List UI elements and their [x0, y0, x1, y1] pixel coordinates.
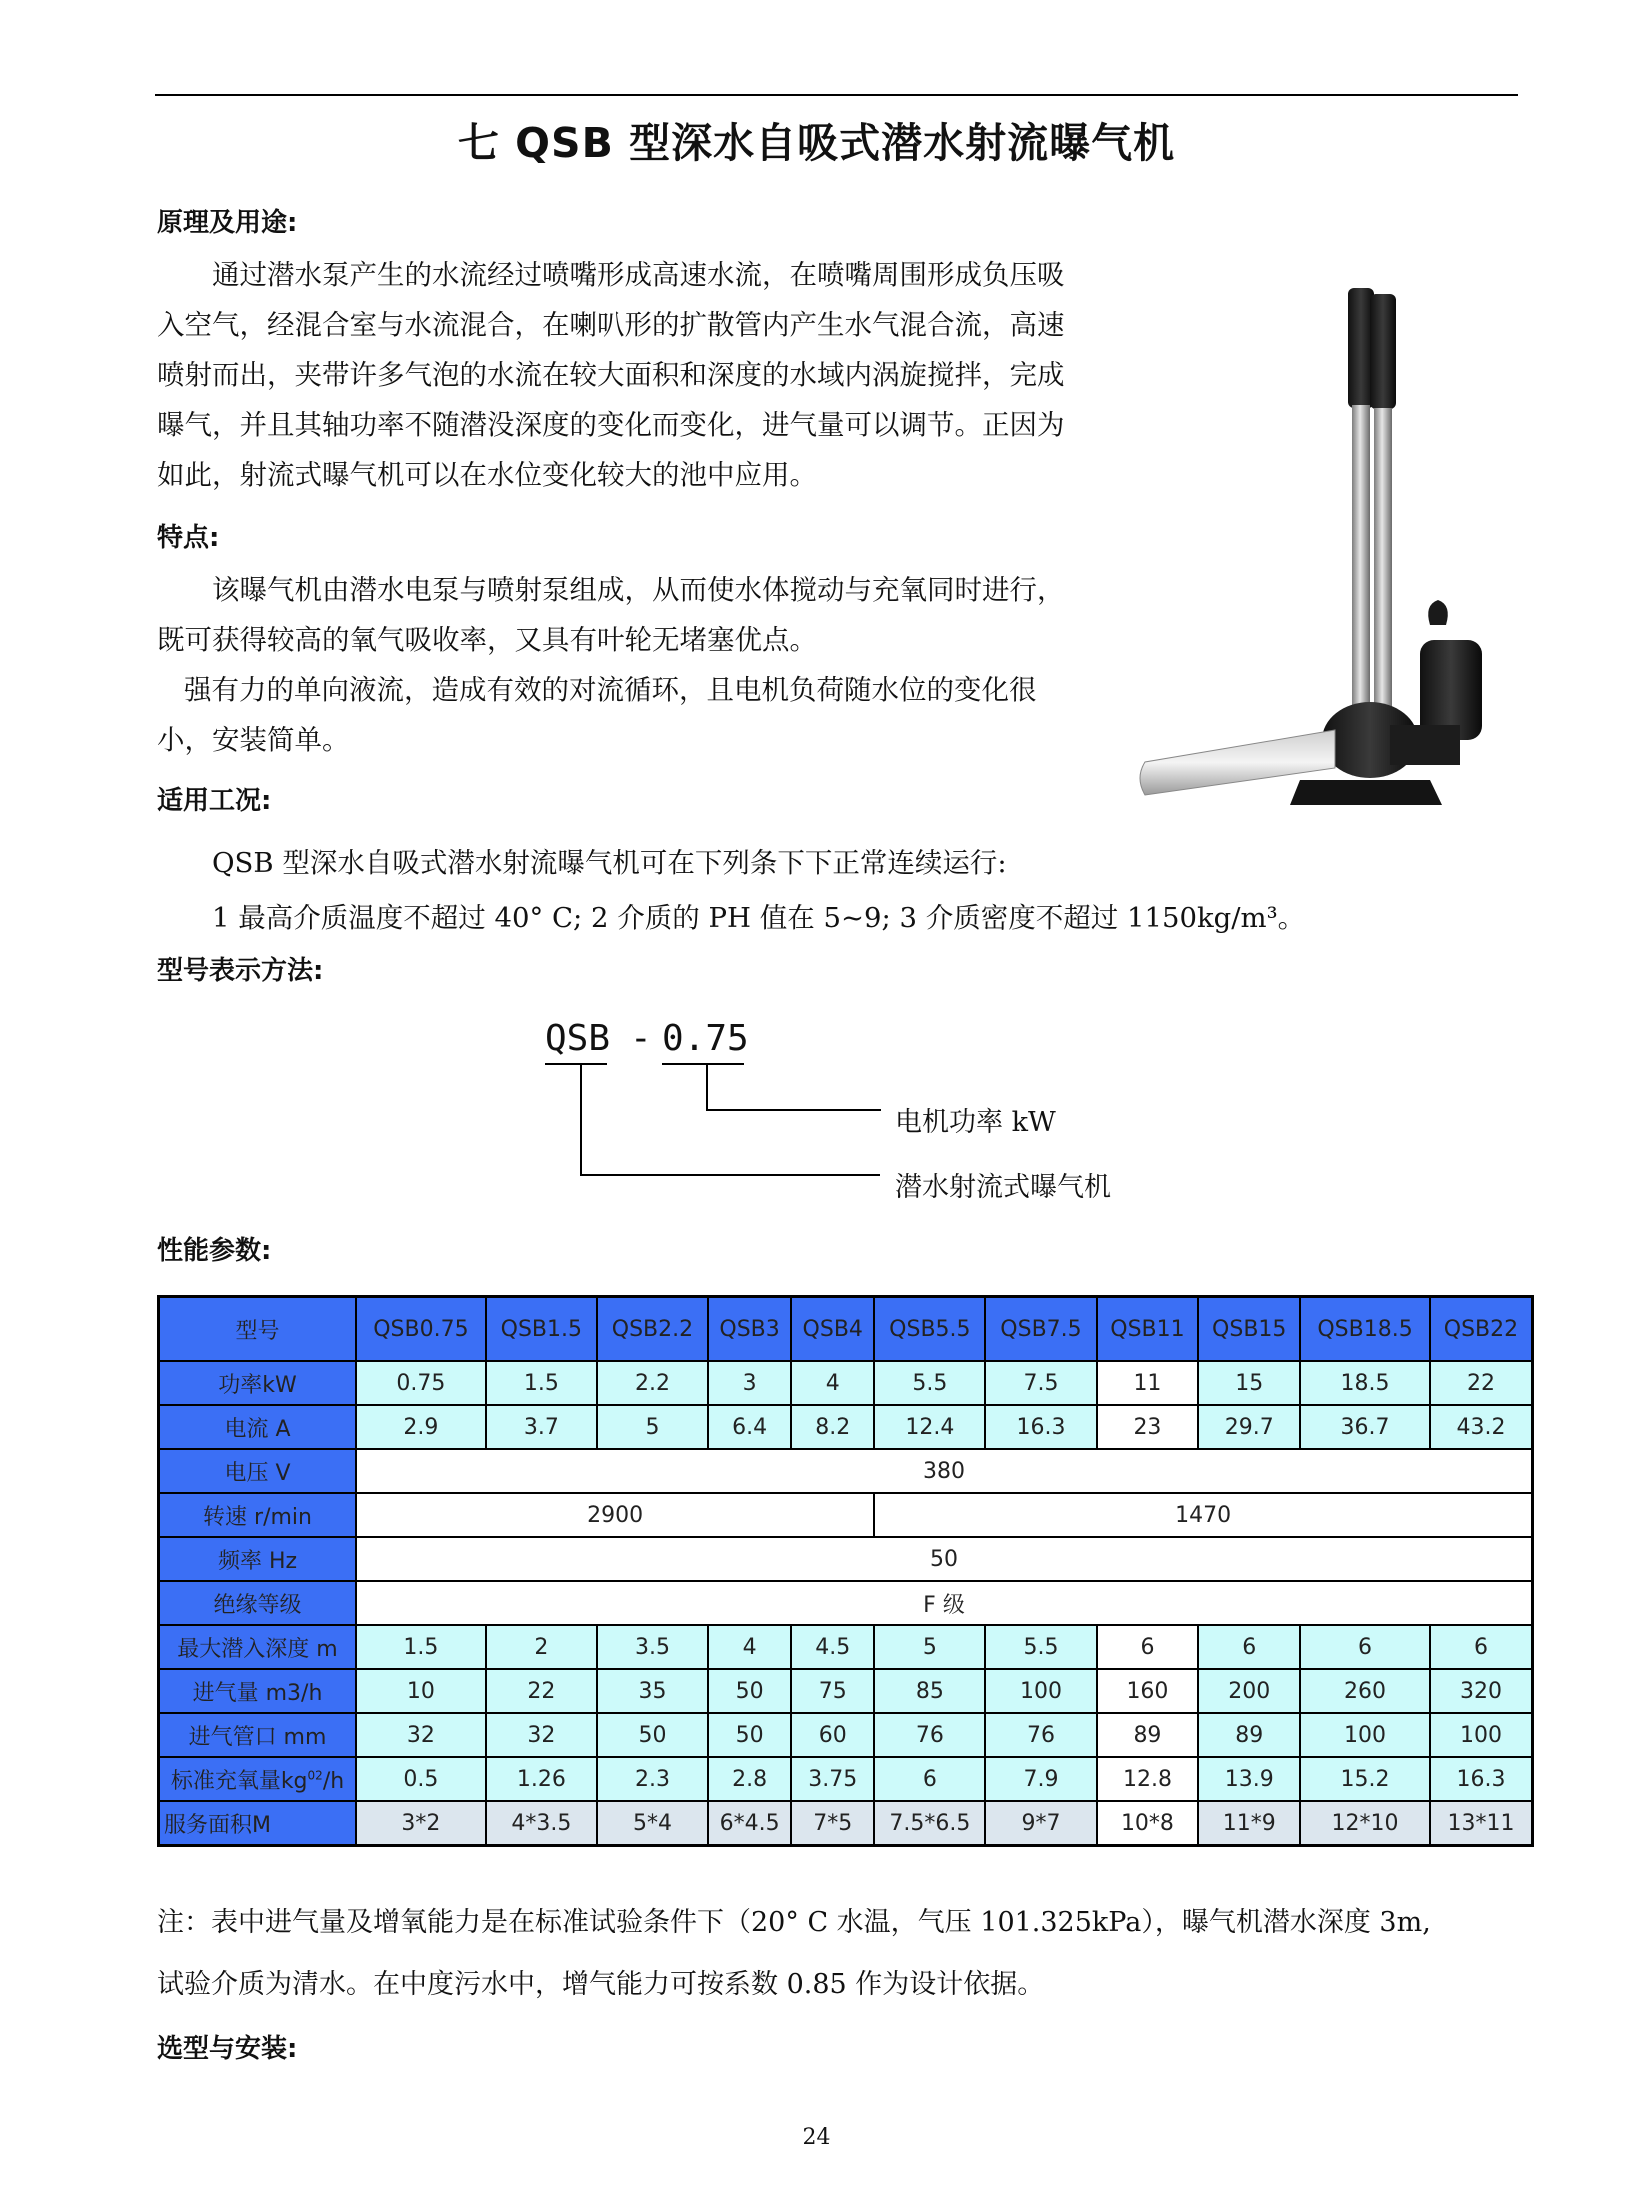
cell-voltage: 380 [356, 1449, 1533, 1493]
cell-power: 3 [708, 1361, 791, 1405]
power-leader-horizontal [706, 1109, 881, 1111]
cell-air-volume: 50 [708, 1669, 791, 1713]
cell-area: 4*3.5 [486, 1801, 597, 1846]
cell-model: QSB0.75 [356, 1297, 486, 1362]
features-paragraph-2 [157, 665, 1087, 765]
cell-power: 0.75 [356, 1361, 486, 1405]
row-area [159, 1801, 1533, 1846]
cell-current: 23 [1097, 1405, 1199, 1449]
oxygen-label-sup: 02 [307, 1768, 323, 1783]
base-frame [1290, 780, 1442, 805]
cell-depth: 5 [874, 1625, 985, 1669]
cell-air-inlet: 89 [1097, 1713, 1199, 1757]
performance-table [157, 1295, 1534, 1847]
cell-depth: 6 [1300, 1625, 1430, 1669]
row-oxygen [159, 1757, 1533, 1801]
page-title: 七 QSB 型深水自吸式潜水射流曝气机 [457, 119, 1176, 167]
cell-power: 22 [1430, 1361, 1533, 1405]
model-dash: - [630, 1018, 652, 1059]
pump-housing [1390, 725, 1460, 765]
cell-air-inlet: 76 [985, 1713, 1096, 1757]
conditions-line-2: 1 最高介质温度不超过 40° C; 2 介质的 PH 值在 5~9; 3 介质密度不超过 1150kg/m³。 [212, 902, 1306, 934]
row-depth [159, 1625, 1533, 1669]
prefix-underline [545, 1063, 607, 1065]
cell-label: 绝缘等级 [159, 1581, 357, 1625]
cell-area: 7*5 [791, 1801, 874, 1846]
cell-area: 11*9 [1198, 1801, 1300, 1846]
cell-area: 12*10 [1300, 1801, 1430, 1846]
cell-current: 5 [597, 1405, 708, 1449]
cell-air-volume: 75 [791, 1669, 874, 1713]
cell-area: 3*2 [356, 1801, 486, 1846]
cell-label: 服务面积M [159, 1801, 357, 1846]
row-speed [159, 1493, 1533, 1537]
cell-label: 频率 Hz [159, 1537, 357, 1581]
cell-depth: 2 [486, 1625, 597, 1669]
label-type: 潜水射流式曝气机 [895, 1172, 1111, 1203]
heading-model: 型号表示方法: [157, 956, 324, 986]
cell-model: QSB15 [1198, 1297, 1300, 1362]
cell-air-inlet: 50 [597, 1713, 708, 1757]
cell-speed-high: 1470 [874, 1493, 1532, 1537]
note-line-2: 试验介质为清水。在中度污水中，增气能力可按系数 0.85 作为设计依据。 [157, 1969, 1045, 2000]
cell-label: 电压 V [159, 1449, 357, 1493]
cell-speed-low: 2900 [356, 1493, 874, 1537]
cell-depth: 3.5 [597, 1625, 708, 1669]
cell-oxygen: 6 [874, 1757, 985, 1801]
cell-area: 5*4 [597, 1801, 708, 1846]
label-motor-power: 电机功率 kW [895, 1107, 1056, 1138]
heading-conditions: 适用工况: [157, 786, 272, 816]
cell-label: 电流 A [159, 1405, 357, 1449]
cell-current: 3.7 [486, 1405, 597, 1449]
note-line-1: 注：表中进气量及增氧能力是在标准试验条件下（20° C 水温，气压 101.325kPa），曝气机潜水深度 3m, [157, 1907, 1431, 1938]
cell-oxygen: 2.8 [708, 1757, 791, 1801]
cell-current: 8.2 [791, 1405, 874, 1449]
cell-power: 15 [1198, 1361, 1300, 1405]
cell-model: QSB11 [1097, 1297, 1199, 1362]
cell-power: 1.5 [486, 1361, 597, 1405]
heading-selection: 选型与安装: [157, 2034, 298, 2064]
heading-features: 特点: [157, 523, 220, 553]
cell-power: 18.5 [1300, 1361, 1430, 1405]
cell-oxygen: 16.3 [1430, 1757, 1533, 1801]
features-paragraph-1 [157, 565, 1087, 665]
row-power [159, 1361, 1533, 1405]
cable-gland [1428, 600, 1448, 625]
cell-air-inlet: 76 [874, 1713, 985, 1757]
cell-oxygen: 1.26 [486, 1757, 597, 1801]
cell-oxygen: 0.5 [356, 1757, 486, 1801]
air-pipe-1 [1352, 405, 1370, 705]
cell-area: 6*4.5 [708, 1801, 791, 1846]
cell-power: 2.2 [597, 1361, 708, 1405]
cell-air-inlet: 89 [1198, 1713, 1300, 1757]
heading-principle: 原理及用途: [157, 208, 298, 238]
type-leader-horizontal [580, 1174, 880, 1176]
cell-air-volume: 100 [985, 1669, 1096, 1713]
cell-air-volume: 200 [1198, 1669, 1300, 1713]
row-air-volume [159, 1669, 1533, 1713]
cell-area: 9*7 [985, 1801, 1096, 1846]
cell-oxygen: 3.75 [791, 1757, 874, 1801]
cell-air-volume: 85 [874, 1669, 985, 1713]
cell-label: 型号 [159, 1297, 357, 1362]
model-prefix: QSB [545, 1018, 611, 1059]
cell-air-volume: 320 [1430, 1669, 1533, 1713]
cell-model: QSB5.5 [874, 1297, 985, 1362]
cell-oxygen: 7.9 [985, 1757, 1096, 1801]
cell-air-volume: 35 [597, 1669, 708, 1713]
cell-area: 10*8 [1097, 1801, 1199, 1846]
cell-label: 最大潜入深度 m [159, 1625, 357, 1669]
cell-current: 36.7 [1300, 1405, 1430, 1449]
intake-tube-2 [1370, 294, 1396, 409]
cell-oxygen: 2.3 [597, 1757, 708, 1801]
cell-depth: 5.5 [985, 1625, 1096, 1669]
cell-model: QSB18.5 [1300, 1297, 1430, 1362]
cell-air-inlet: 32 [356, 1713, 486, 1757]
row-frequency [159, 1537, 1533, 1581]
cell-oxygen: 12.8 [1097, 1757, 1199, 1801]
cell-current: 12.4 [874, 1405, 985, 1449]
cell-depth: 4 [708, 1625, 791, 1669]
cell-depth: 6 [1097, 1625, 1199, 1669]
cell-area: 13*11 [1430, 1801, 1533, 1846]
cell-air-inlet: 50 [708, 1713, 791, 1757]
type-leader-vertical [580, 1065, 582, 1175]
cell-current: 43.2 [1430, 1405, 1533, 1449]
cell-insulation: F 级 [356, 1581, 1533, 1625]
features-text-1: 该曝气机由潜水电泵与喷射泵组成，从而使水体搅动与充氧同时进行，既可获得较高的氧气吸收率，又具有叶轮无堵塞优点。 [157, 574, 1065, 656]
cell-air-volume: 260 [1300, 1669, 1430, 1713]
cell-depth: 1.5 [356, 1625, 486, 1669]
cell-model: QSB3 [708, 1297, 791, 1362]
cell-frequency: 50 [356, 1537, 1533, 1581]
cell-current: 2.9 [356, 1405, 486, 1449]
principle-paragraph [157, 250, 1087, 500]
cell-label: 转速 r/min [159, 1493, 357, 1537]
cell-current: 16.3 [985, 1405, 1096, 1449]
heading-performance: 性能参数: [157, 1236, 272, 1266]
header-rule [155, 94, 1518, 96]
cell-label [159, 1757, 357, 1801]
cell-model: QSB7.5 [985, 1297, 1096, 1362]
cell-model: QSB2.2 [597, 1297, 708, 1362]
row-voltage [159, 1449, 1533, 1493]
row-model [159, 1297, 1533, 1362]
cell-current: 29.7 [1198, 1405, 1300, 1449]
cell-power: 5.5 [874, 1361, 985, 1405]
cell-power: 7.5 [985, 1361, 1096, 1405]
model-power: 0.75 [662, 1018, 749, 1059]
aerator-product-image [1130, 280, 1525, 820]
cell-depth: 6 [1430, 1625, 1533, 1669]
cell-air-inlet: 60 [791, 1713, 874, 1757]
power-underline [662, 1063, 744, 1065]
cell-model: QSB4 [791, 1297, 874, 1362]
cell-power: 4 [791, 1361, 874, 1405]
conditions-line-1: QSB 型深水自吸式潜水射流曝气机可在下列条下下正常连续运行: [212, 847, 1007, 879]
oxygen-label-tail: /h [322, 1768, 345, 1794]
power-leader-vertical [706, 1065, 708, 1110]
row-air-inlet [159, 1713, 1533, 1757]
cell-depth: 4.5 [791, 1625, 874, 1669]
cell-label: 进气管口 mm [159, 1713, 357, 1757]
principle-text: 通过潜水泵产生的水流经过喷嘴形成高速水流，在喷嘴周围形成负压吸入空气，经混合室与水流混合，在喇叭形的扩散管内产生水气混合流，高速喷射而出，夹带许多气泡的水流在较大面积和深度的水域内涡旋搅拌，完成曝气，并且其轴功率不随潜没深度的变化而变化，进气量可以调节。正因为如此，射流式曝气机可以在水位变化较大的池中应用。 [157, 259, 1065, 491]
cell-model: QSB1.5 [486, 1297, 597, 1362]
features-text-2: 强有力的单向液流，造成有效的对流循环，且电机负荷随水位的变化很小，安装简单。 [157, 674, 1037, 756]
row-insulation [159, 1581, 1533, 1625]
oxygen-label-main: 标准充氧量kg [170, 1768, 308, 1794]
cell-model: QSB22 [1430, 1297, 1533, 1362]
cell-current: 6.4 [708, 1405, 791, 1449]
air-pipe-2 [1374, 408, 1392, 708]
page-number: 24 [802, 2125, 831, 2150]
row-current [159, 1405, 1533, 1449]
cell-area: 7.5*6.5 [874, 1801, 985, 1846]
cell-label: 功率kW [159, 1361, 357, 1405]
cell-air-volume: 22 [486, 1669, 597, 1713]
cell-air-inlet: 100 [1430, 1713, 1533, 1757]
cell-air-volume: 10 [356, 1669, 486, 1713]
cell-air-inlet: 100 [1300, 1713, 1430, 1757]
cell-air-volume: 160 [1097, 1669, 1199, 1713]
cell-oxygen: 13.9 [1198, 1757, 1300, 1801]
cell-depth: 6 [1198, 1625, 1300, 1669]
cell-oxygen: 15.2 [1300, 1757, 1430, 1801]
cell-power: 11 [1097, 1361, 1199, 1405]
cell-air-inlet: 32 [486, 1713, 597, 1757]
cell-label: 进气量 m3/h [159, 1669, 357, 1713]
